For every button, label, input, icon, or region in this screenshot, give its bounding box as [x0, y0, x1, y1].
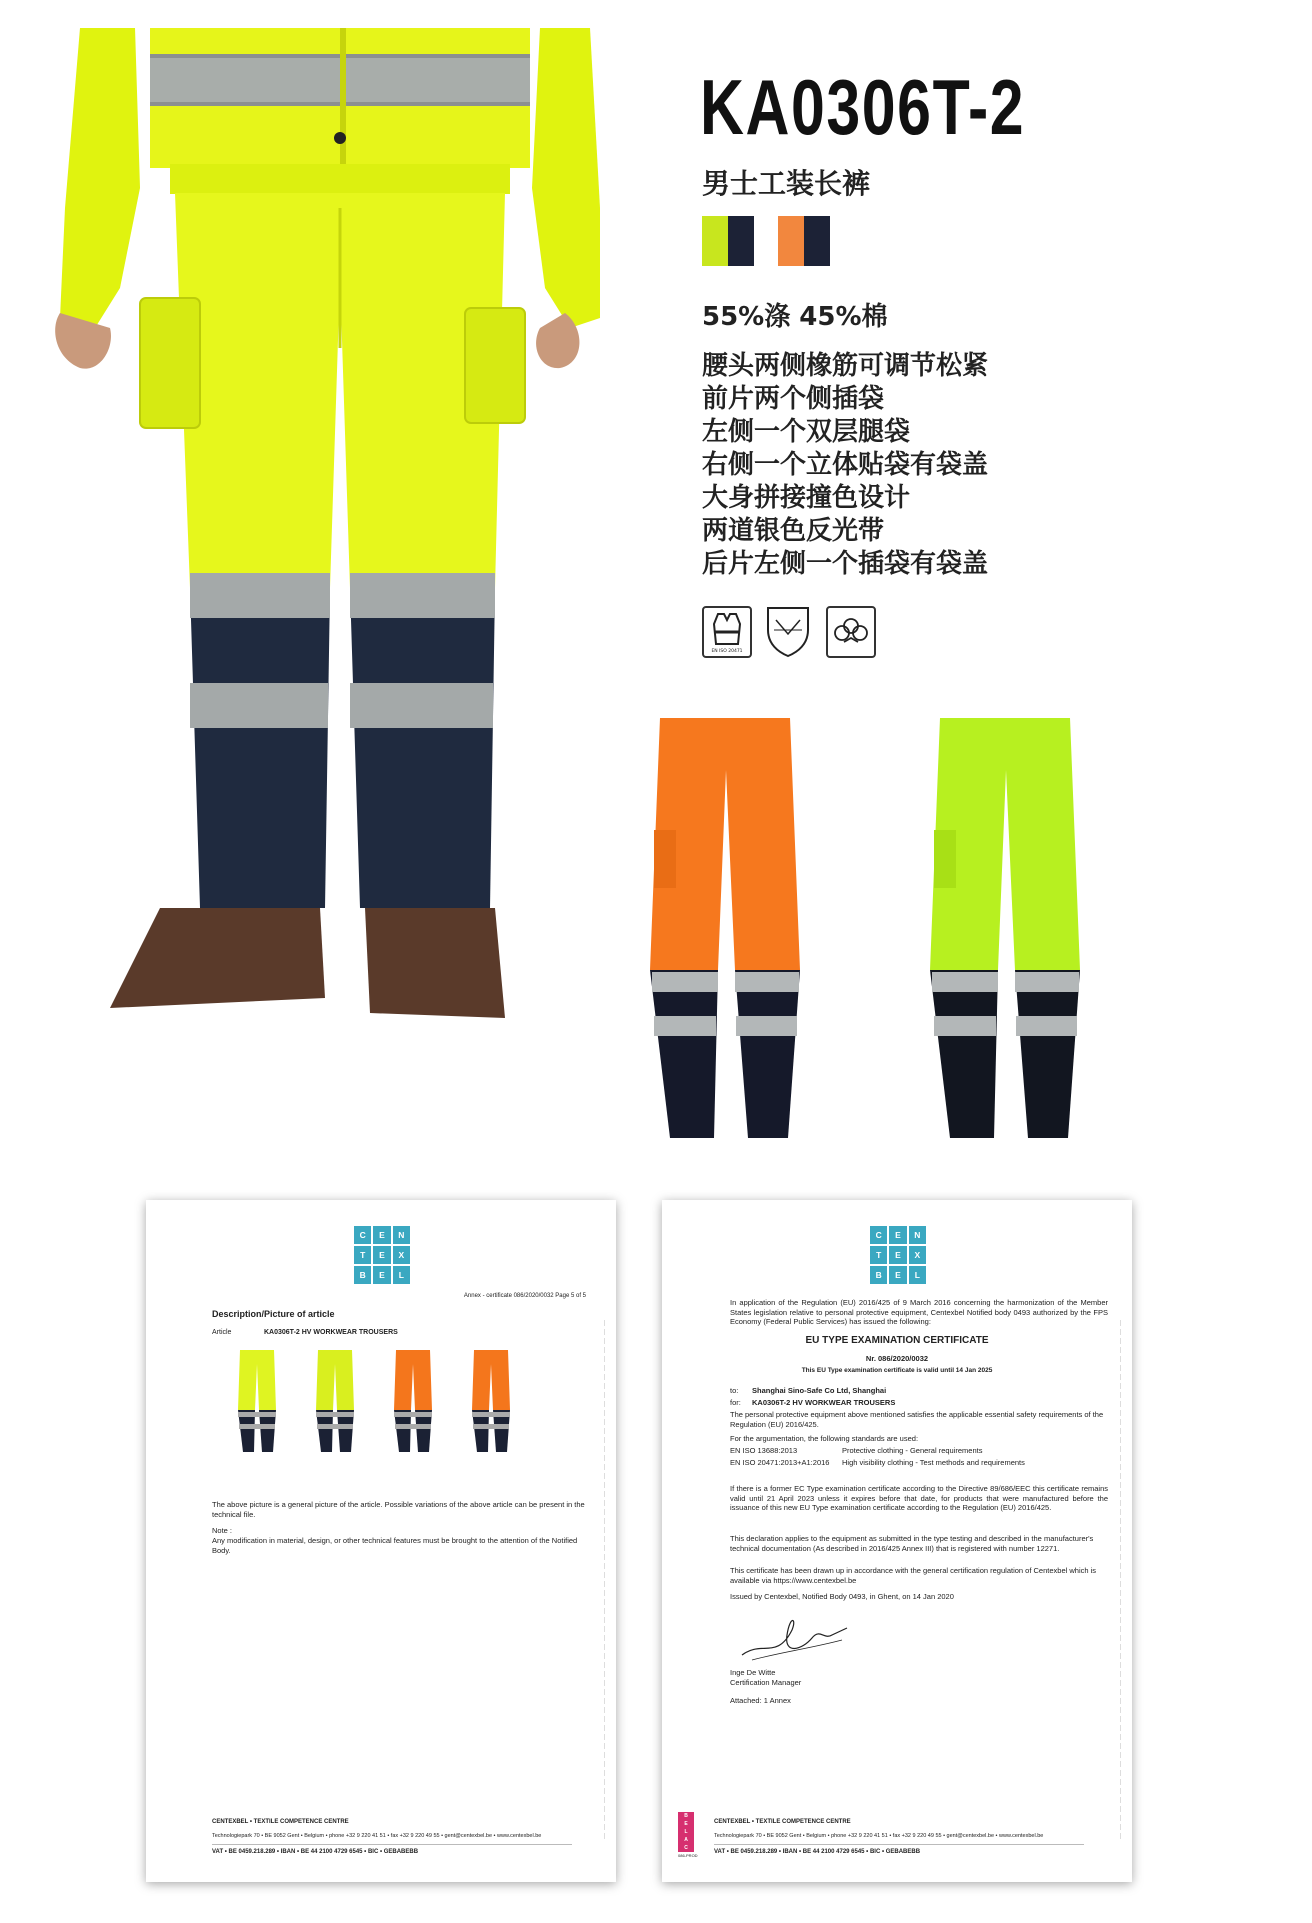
signer-title: Certification Manager	[730, 1678, 802, 1687]
footer-org: CENTEXBEL • TEXTILE COMPETENCE CENTRE	[714, 1819, 851, 1825]
to-value: Shanghai Sino-Safe Co Ltd, Shanghai	[752, 1386, 887, 1395]
model-photo	[40, 28, 630, 1018]
footer-vat: VAT • BE 0459.218.289 • IBAN • BE 44 2100 4729 6545 • BIC • GEBABEBB	[212, 1849, 419, 1855]
footer-vat: VAT • BE 0459.218.289 • IBAN • BE 44 2100 4729 6545 • BIC • GEBABEBB	[714, 1849, 921, 1855]
cotton-icon	[826, 606, 876, 658]
article-value: KA0306T-2 HV WORKWEAR TROUSERS	[264, 1329, 398, 1336]
centexbel-logo: C E N T E X B E L	[870, 1226, 926, 1284]
annex-heading: Description/Picture of article	[212, 1309, 335, 1319]
standards-intro: For the argumentation, the following standards are used:	[730, 1434, 919, 1443]
hi-vis-vest-icon	[702, 606, 752, 658]
product-code: KA0306T-2	[700, 63, 1026, 151]
attached-note: Attached: 1 Annex	[730, 1696, 791, 1705]
feature-item: 两道银色反光带	[702, 516, 885, 546]
certificate-satisfies: The personal protective equipment above mentioned satisfies the applicable essential safety requirements of the Regulation (EU) 2016/425.	[730, 1410, 1104, 1429]
color-swatch-yellow	[702, 216, 754, 266]
article-pictures	[234, 1348, 534, 1458]
icon-caption: EN ISO 20471	[711, 649, 743, 654]
orange-trousers-photo	[640, 710, 810, 1150]
certificate-intro: In application of the Regulation (EU) 2016/425 of 9 March 2016 concerning the harmonization of the Member States legislation relative to personal protective equipment, Centexbel Notified body 0493 authorized by the FPS Economy (Federal Public Services) has issued the following:	[730, 1298, 1108, 1326]
signer-name: Inge De Witte	[730, 1668, 776, 1677]
for-label: for:	[730, 1398, 741, 1407]
annex-reference: Annex - certificate 086/2020/0032 Page 5 of 5	[463, 1293, 586, 1299]
feature-item: 前片两个侧插袋	[702, 384, 885, 414]
feature-item: 左侧一个双层腿袋	[702, 417, 911, 447]
certificate-annex-page	[146, 1200, 616, 1882]
annex-paragraph-1: The above picture is a general picture of the article. Possible variations of the above article can be present in the technical file.	[212, 1500, 585, 1519]
fabric-composition: 55%涤 45%棉	[702, 302, 888, 332]
footer-address: Technologiepark 70 • BE 9052 Gent • Belgium • phone +32 9 220 41 51 • fax +32 9 220 49 55 • gent@centexbel.be • www.centexbel.be	[714, 1833, 1044, 1839]
certificate-issued: Issued by Centexbel, Notified Body 0493, in Ghent, on 14 Jan 2020	[730, 1592, 954, 1601]
feature-list	[702, 350, 988, 581]
footer-divider	[212, 1844, 572, 1845]
vertical-legal-text	[1116, 1320, 1124, 1840]
feature-item: 右侧一个立体贴袋有袋盖	[702, 450, 989, 480]
certificate-declaration: This declaration applies to the equipment as submitted in the type testing and described in the manufacturer's technical documentation (As described in 2016/425 Annex III) that is registered with number 12271.	[730, 1534, 1094, 1553]
certificate-drawn: This certificate has been drawn up in accordance with the general certification regulation of Centexbel which is available via https://www.centexbel.be	[730, 1566, 1097, 1585]
feature-item: 腰头两侧橡筋可调节松紧	[702, 351, 989, 381]
feature-item: 大身拼接撞色设计	[702, 483, 911, 513]
protective-shield-icon	[764, 604, 812, 658]
feature-item: 后片左侧一个插袋有袋盖	[702, 549, 989, 579]
standard-description: Protective clothing - General requirements	[842, 1446, 983, 1455]
annex-note-label: Note :	[212, 1526, 233, 1535]
vertical-legal-text	[600, 1320, 608, 1840]
certificate-title: EU TYPE EXAMINATION CERTIFICATE	[805, 1335, 989, 1346]
certificate-main-page	[662, 1200, 1132, 1882]
product-subtitle: 男士工装长裤	[702, 167, 871, 200]
certificate-validity: This EU Type examination certificate is valid until 14 Jan 2025	[801, 1367, 993, 1374]
standard-code: EN ISO 13688:2013	[730, 1446, 798, 1455]
footer-divider	[714, 1844, 1084, 1845]
yellow-trousers-photo	[920, 710, 1090, 1150]
annex-paragraph-2: Any modification in material, design, or other technical features must be brought to the attention of the Notified Body.	[212, 1536, 578, 1555]
standard-description: High visibility clothing - Test methods and requirements	[842, 1458, 1025, 1467]
certificate-former: If there is a former EC Type examination certificate according to the Directive 89/686/EEC this certificate remains valid until 21 April 2023 unless it expires before that date, for products that were manufactured before the issuance of this new EU Type examination certificate according to the Regulation (EU) 2016/425.	[730, 1484, 1108, 1512]
to-label: to:	[730, 1386, 739, 1395]
certificate-number: Nr. 086/2020/0032	[865, 1354, 929, 1363]
footer-address: Technologiepark 70 • BE 9052 Gent • Belgium • phone +32 9 220 41 51 • fax +32 9 220 49 55 • gent@centexbel.be • www.centexbel.be	[212, 1833, 542, 1839]
signature	[732, 1610, 852, 1670]
standard-code: EN ISO 20471:2013+A1:2016	[730, 1458, 830, 1467]
belac-logo: B E L A C 086-PROD	[678, 1812, 698, 1858]
color-swatch-orange	[778, 216, 830, 266]
for-value: KA0306T-2 HV WORKWEAR TROUSERS	[752, 1398, 896, 1407]
footer-org: CENTEXBEL • TEXTILE COMPETENCE CENTRE	[212, 1819, 349, 1825]
article-label: Article	[212, 1329, 232, 1336]
centexbel-logo: C E N T E X B E L	[354, 1226, 410, 1284]
